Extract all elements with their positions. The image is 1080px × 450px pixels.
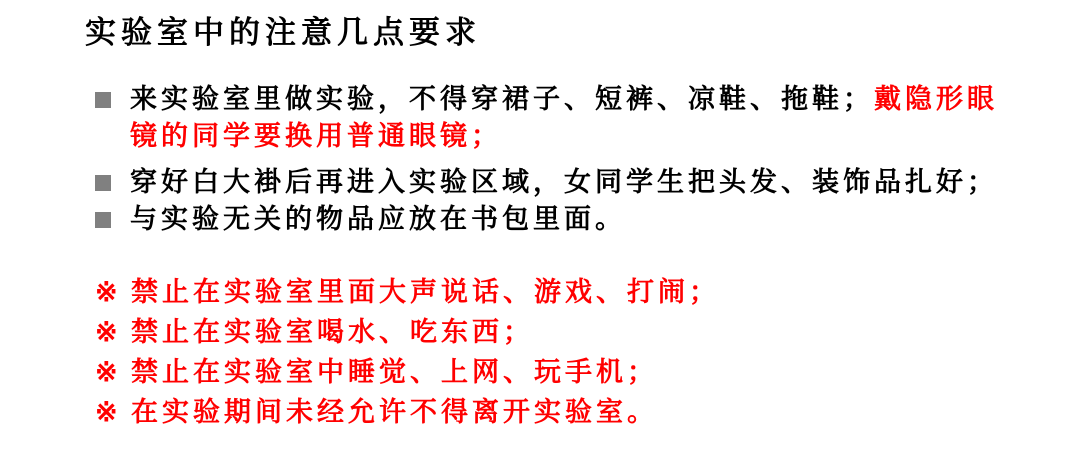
list-item — [95, 201, 998, 238]
reference-mark-icon: ※ — [95, 317, 122, 347]
bullet-list — [95, 81, 998, 238]
prohibition-text: 禁止在实验室中睡觉、上网、玩手机； — [131, 357, 658, 387]
prohibition-line — [95, 272, 720, 312]
bullet-text-black: 与实验无关的物品应放在书包里面。 — [130, 204, 626, 234]
bullet-text-black: 来实验室里做实验，不得穿裙子、短裤、凉鞋、拖鞋； — [130, 84, 874, 114]
reference-mark-icon: ※ — [95, 397, 122, 427]
square-bullet-icon — [95, 175, 111, 191]
prohibition-text: 在实验期间未经允许不得离开实验室。 — [131, 397, 658, 427]
list-item — [95, 81, 998, 155]
prohibition-text: 禁止在实验室里面大声说话、游戏、打闹； — [131, 277, 720, 307]
prohibition-line — [95, 352, 720, 392]
square-bullet-icon — [95, 212, 111, 228]
bullet-text — [130, 81, 998, 155]
page-title: 实验室中的注意几点要求 — [85, 15, 481, 50]
prohibition-list — [95, 272, 720, 432]
reference-mark-icon: ※ — [95, 277, 122, 307]
bullet-text — [130, 201, 626, 238]
prohibition-line — [95, 312, 720, 352]
bullet-text-red: 戴隐形眼 — [874, 84, 998, 114]
bullet-text-red-continued: 镜的同学要换用普通眼镜； — [130, 121, 502, 151]
bullet-text — [130, 164, 998, 201]
prohibition-line — [95, 392, 720, 432]
reference-mark-icon: ※ — [95, 357, 122, 387]
bullet-text-black: 穿好白大褂后再进入实验区域，女同学生把头发、装饰品扎好； — [130, 167, 998, 197]
list-item — [95, 164, 998, 201]
prohibition-text: 禁止在实验室喝水、吃东西； — [131, 317, 534, 347]
square-bullet-icon — [95, 92, 111, 108]
